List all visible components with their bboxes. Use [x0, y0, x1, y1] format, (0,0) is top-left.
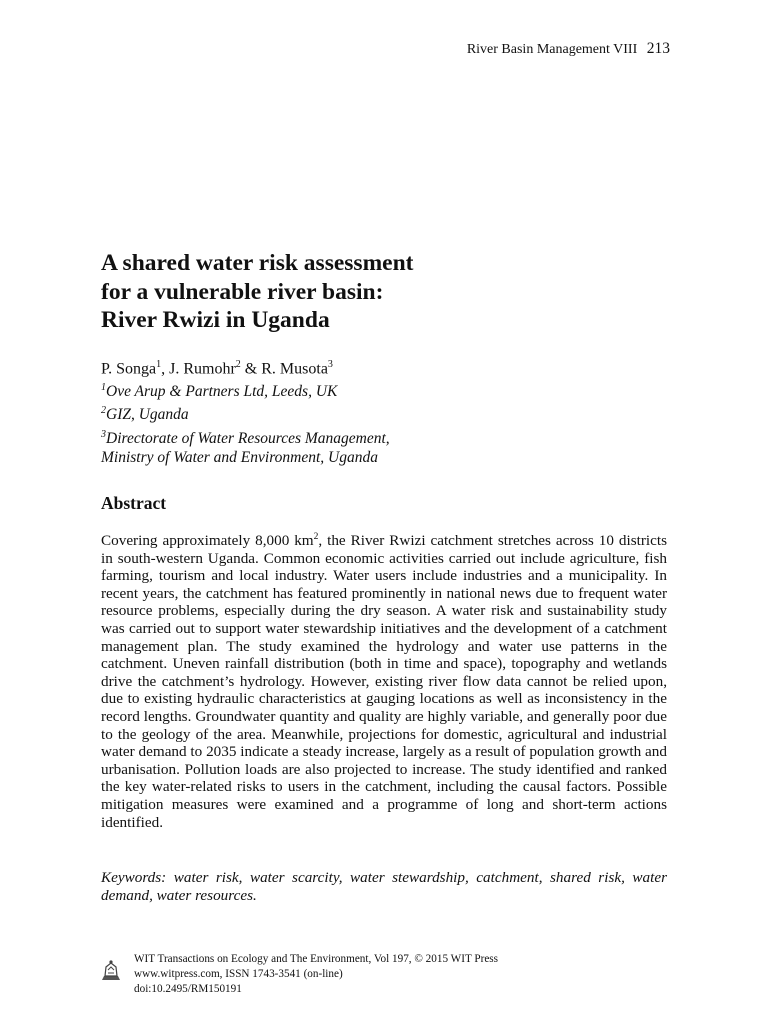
unit-superscript: 2 [313, 531, 319, 542]
paper-title [101, 249, 671, 335]
author-name: J. Rumohr [169, 360, 236, 378]
keywords: Keywords: water risk, water scarcity, water stewardship, catchment, shared risk, water demand, water resources. [101, 869, 667, 904]
author-name: P. Songa [101, 360, 157, 378]
affiliation [101, 378, 671, 401]
author-separator: , [161, 360, 170, 378]
author-separator: & [240, 360, 262, 378]
abstract-lead: Covering approximately 8,000 km [101, 532, 314, 549]
title-line-1: A shared water risk assessment [101, 250, 414, 276]
abstract-body [101, 532, 667, 831]
affiliation-mark: 2 [101, 405, 106, 417]
author-affiliation-mark: 3 [327, 359, 333, 370]
footer-doi: doi:10.2495/RM150191 [134, 983, 242, 995]
running-head [467, 40, 670, 58]
affiliation-text: Directorate of Water Resources Management, [106, 429, 390, 447]
footer-website-line: www.witpress.com, ISSN 1743-3541 (on-line) [134, 968, 343, 980]
author-affiliation-mark: 2 [235, 359, 241, 370]
footer-journal-line: WIT Transactions on Ecology and The Environment, Vol 197, © 2015 WIT Press [134, 953, 498, 965]
abstract-text: , the River Rwizi catchment stretches across 10 districts in south-western Uganda. Common economic activities carried out include agriculture, fish farming, tourism and local industry. Water users include industries and a municipality. In recent years, the catchment has featured prominently in national news due to frequent water resource problems, especially during the dry season. A water risk and sustainability study was carried out to support water stewardship initiatives and the development of a catchment management plan. The study examined the hydrology and water use patterns in the catchment. Uneven rainfall distribution (both in time and space), topography and wetlands drive the catchment’s hydrology. However, existing river flow data cannot be relied upon, due to existing hydraulic characteristics at gauging locations as well as inconsistency in the record lengths. Groundwater quantity and quality are highly variable, and generally poor due to the geology of the area. Meanwhile, projections for domestic, agricultural and industrial water demand to 2035 indicate a steady increase, largely as a result of population growth and urbanisation. Pollution loads are also projected to increase. The study identified and ranked the key water-related risks to users in the catchment, including the causal factors. Possible mitigation measures were examined and a programme of long and short-term actions identified. [101, 532, 667, 831]
affiliation [101, 448, 671, 467]
affiliation-text: Ove Arup & Partners Ltd, Leeds, UK [106, 383, 338, 401]
abstract-heading: Abstract [101, 493, 167, 513]
page-number: 213 [646, 40, 670, 57]
affiliation [101, 425, 671, 448]
affiliation-mark: 1 [101, 382, 106, 394]
author-name: R. Musota [261, 360, 328, 378]
wit-press-logo-icon [98, 958, 124, 984]
journal-name: River Basin Management VIII [466, 42, 638, 57]
affiliation-mark: 3 [101, 428, 106, 440]
title-line-3: River Rwizi in Uganda [101, 307, 330, 333]
title-line-2: for a vulnerable river basin: [101, 278, 384, 305]
affiliation-text: GIZ, Uganda [106, 406, 189, 424]
author-block [101, 355, 671, 467]
author-affiliation-mark: 1 [156, 359, 162, 370]
author-list [101, 355, 671, 378]
affiliation [101, 401, 671, 424]
footer-citation [134, 952, 498, 997]
affiliation-text: Ministry of Water and Environment, Uganda [101, 448, 378, 466]
